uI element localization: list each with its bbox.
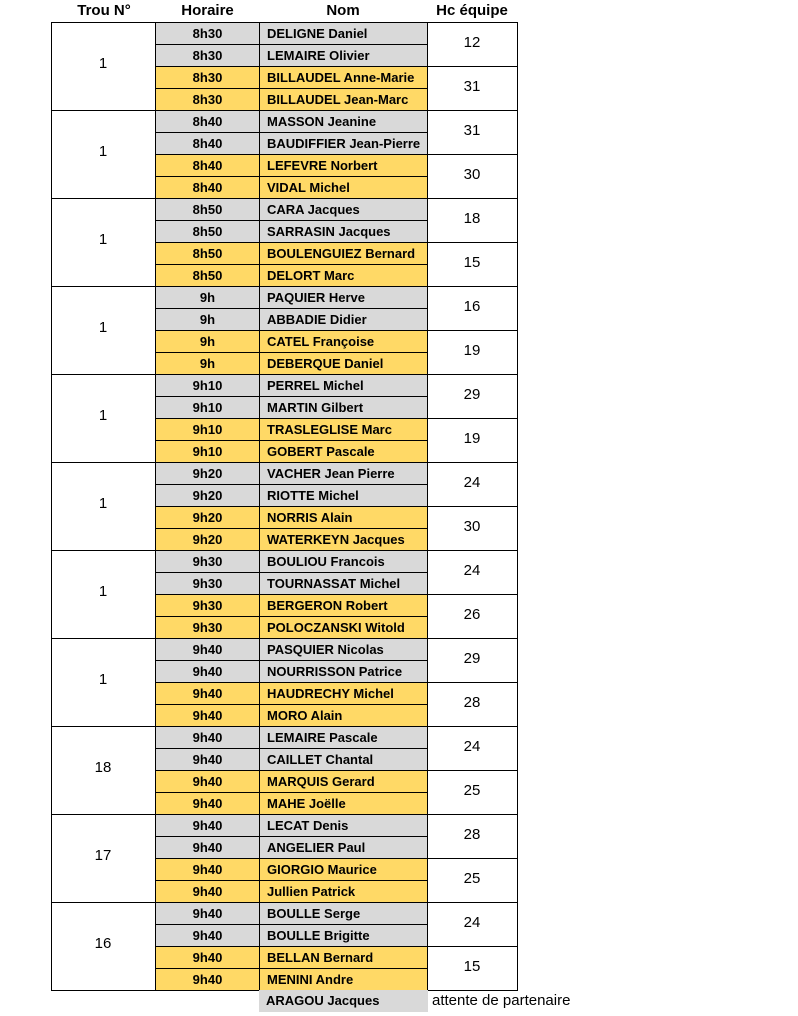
column-divider bbox=[259, 22, 260, 991]
team-handicap: 26 bbox=[463, 606, 481, 623]
row-divider bbox=[155, 572, 428, 573]
waiting-note: attente de partenaire bbox=[432, 992, 571, 1009]
team-divider bbox=[427, 770, 518, 771]
player-name: BOULLE Serge bbox=[260, 903, 427, 924]
tee-time: 9h40 bbox=[156, 683, 259, 704]
tee-time: 9h40 bbox=[156, 837, 259, 858]
hole-number: 1 bbox=[98, 319, 108, 336]
tee-time: 9h bbox=[156, 331, 259, 352]
row-divider bbox=[155, 132, 428, 133]
tee-time: 9h40 bbox=[156, 705, 259, 726]
team-handicap: 25 bbox=[463, 870, 481, 887]
player-name: NORRIS Alain bbox=[260, 507, 427, 528]
row-divider bbox=[155, 792, 428, 793]
tee-time: 9h bbox=[156, 287, 259, 308]
tee-time: 9h bbox=[156, 309, 259, 330]
row-divider bbox=[155, 836, 428, 837]
row-divider bbox=[155, 242, 428, 243]
tee-time: 9h30 bbox=[156, 595, 259, 616]
row-divider bbox=[155, 682, 428, 683]
row-divider bbox=[155, 220, 428, 221]
tee-time: 9h20 bbox=[156, 529, 259, 550]
team-divider bbox=[427, 638, 518, 639]
player-name: BELLAN Bernard bbox=[260, 947, 427, 968]
player-name: ANGELIER Paul bbox=[260, 837, 427, 858]
tee-time: 8h30 bbox=[156, 23, 259, 44]
tee-time: 8h30 bbox=[156, 67, 259, 88]
team-divider bbox=[427, 110, 518, 111]
hole-number: 16 bbox=[94, 935, 112, 952]
player-name: BAUDIFFIER Jean-Pierre bbox=[260, 133, 427, 154]
team-divider bbox=[427, 154, 518, 155]
team-handicap: 24 bbox=[463, 738, 481, 755]
row-divider bbox=[155, 264, 428, 265]
hole-number: 1 bbox=[98, 671, 108, 688]
team-handicap: 19 bbox=[463, 430, 481, 447]
row-divider bbox=[155, 110, 428, 111]
player-name: GIORGIO Maurice bbox=[260, 859, 427, 880]
tee-time: 9h40 bbox=[156, 749, 259, 770]
team-handicap: 31 bbox=[463, 122, 481, 139]
hc-header: Hc équipe bbox=[436, 2, 508, 19]
row-divider bbox=[155, 198, 428, 199]
row-divider bbox=[155, 748, 428, 749]
tee-time: 9h40 bbox=[156, 771, 259, 792]
hole-number: 1 bbox=[98, 55, 108, 72]
tee-time: 9h40 bbox=[156, 859, 259, 880]
tee-time: 8h50 bbox=[156, 265, 259, 286]
tee-time: 9h10 bbox=[156, 397, 259, 418]
tee-time: 8h50 bbox=[156, 221, 259, 242]
team-divider bbox=[427, 462, 518, 463]
team-handicap: 29 bbox=[463, 650, 481, 667]
column-divider bbox=[155, 22, 156, 991]
row-divider bbox=[155, 638, 428, 639]
team-divider bbox=[427, 506, 518, 507]
column-divider bbox=[51, 22, 52, 991]
player-name: RIOTTE Michel bbox=[260, 485, 427, 506]
player-name: MAHE Joëlle bbox=[260, 793, 427, 814]
player-name: BILLAUDEL Anne-Marie bbox=[260, 67, 427, 88]
team-divider bbox=[427, 814, 518, 815]
row-divider bbox=[155, 66, 428, 67]
row-divider bbox=[155, 660, 428, 661]
team-divider bbox=[427, 242, 518, 243]
player-name: DELORT Marc bbox=[260, 265, 427, 286]
team-handicap: 24 bbox=[463, 562, 481, 579]
player-name: MENINI Andre bbox=[260, 969, 427, 990]
player-name: CATEL Françoise bbox=[260, 331, 427, 352]
team-divider bbox=[427, 550, 518, 551]
column-divider bbox=[517, 22, 518, 991]
hole-number: 17 bbox=[94, 847, 112, 864]
tee-time: 8h40 bbox=[156, 133, 259, 154]
player-name: PERREL Michel bbox=[260, 375, 427, 396]
column-divider bbox=[427, 22, 428, 991]
row-divider bbox=[155, 946, 428, 947]
tee-time: 9h20 bbox=[156, 463, 259, 484]
row-divider bbox=[155, 704, 428, 705]
tee-time: 9h40 bbox=[156, 881, 259, 902]
group-divider bbox=[51, 462, 155, 463]
team-divider bbox=[427, 418, 518, 419]
row-divider bbox=[155, 462, 428, 463]
team-handicap: 28 bbox=[463, 694, 481, 711]
row-divider bbox=[155, 814, 428, 815]
group-divider bbox=[51, 286, 155, 287]
player-name: CARA Jacques bbox=[260, 199, 427, 220]
row-divider bbox=[155, 880, 428, 881]
row-divider bbox=[155, 902, 428, 903]
player-name: ABBADIE Didier bbox=[260, 309, 427, 330]
player-name: VIDAL Michel bbox=[260, 177, 427, 198]
row-divider bbox=[155, 506, 428, 507]
group-divider bbox=[51, 638, 155, 639]
name-header: Nom bbox=[326, 2, 360, 19]
player-name: PASQUIER Nicolas bbox=[260, 639, 427, 660]
row-divider bbox=[155, 528, 428, 529]
player-name: TOURNASSAT Michel bbox=[260, 573, 427, 594]
tee-time: 9h40 bbox=[156, 727, 259, 748]
row-divider bbox=[155, 858, 428, 859]
row-divider bbox=[155, 374, 428, 375]
group-divider bbox=[51, 902, 155, 903]
tee-time: 9h40 bbox=[156, 793, 259, 814]
player-name: MARTIN Gilbert bbox=[260, 397, 427, 418]
tee-time: 9h30 bbox=[156, 617, 259, 638]
tee-time: 9h40 bbox=[156, 947, 259, 968]
tee-time: 9h40 bbox=[156, 815, 259, 836]
player-name: BERGERON Robert bbox=[260, 595, 427, 616]
player-name: HAUDRECHY Michel bbox=[260, 683, 427, 704]
tee-time: 9h10 bbox=[156, 441, 259, 462]
tee-time: 9h40 bbox=[156, 903, 259, 924]
team-handicap: 30 bbox=[463, 518, 481, 535]
tee-time: 9h10 bbox=[156, 375, 259, 396]
tee-time: 9h40 bbox=[156, 639, 259, 660]
hole-header: Trou N° bbox=[77, 2, 131, 19]
tee-time: 9h40 bbox=[156, 969, 259, 990]
player-name: WATERKEYN Jacques bbox=[260, 529, 427, 550]
team-divider bbox=[427, 22, 518, 23]
team-handicap: 12 bbox=[463, 34, 481, 51]
row-divider bbox=[155, 594, 428, 595]
tee-time: 9h bbox=[156, 353, 259, 374]
group-divider bbox=[51, 374, 155, 375]
tee-time: 8h50 bbox=[156, 243, 259, 264]
team-divider bbox=[427, 726, 518, 727]
player-name: DELIGNE Daniel bbox=[260, 23, 427, 44]
team-handicap: 19 bbox=[463, 342, 481, 359]
team-handicap: 18 bbox=[463, 210, 481, 227]
waiting-name: ARAGOU Jacques bbox=[259, 990, 428, 1012]
group-divider bbox=[51, 814, 155, 815]
row-divider bbox=[155, 770, 428, 771]
team-handicap: 15 bbox=[463, 958, 481, 975]
team-divider bbox=[427, 66, 518, 67]
tee-time: 8h40 bbox=[156, 111, 259, 132]
team-handicap: 28 bbox=[463, 826, 481, 843]
group-divider bbox=[51, 22, 155, 23]
hole-number: 1 bbox=[98, 495, 108, 512]
player-name: LEMAIRE Olivier bbox=[260, 45, 427, 66]
row-divider bbox=[155, 286, 428, 287]
row-divider bbox=[155, 330, 428, 331]
tee-time: 9h30 bbox=[156, 551, 259, 572]
tee-time: 9h30 bbox=[156, 573, 259, 594]
row-divider bbox=[155, 968, 428, 969]
team-handicap: 31 bbox=[463, 78, 481, 95]
player-name: VACHER Jean Pierre bbox=[260, 463, 427, 484]
player-name: LECAT Denis bbox=[260, 815, 427, 836]
hole-number: 1 bbox=[98, 231, 108, 248]
player-name: LEMAIRE Pascale bbox=[260, 727, 427, 748]
team-divider bbox=[427, 330, 518, 331]
tee-time: 9h40 bbox=[156, 661, 259, 682]
row-divider bbox=[155, 308, 428, 309]
row-divider bbox=[155, 616, 428, 617]
team-handicap: 24 bbox=[463, 474, 481, 491]
row-divider bbox=[155, 396, 428, 397]
row-divider bbox=[155, 154, 428, 155]
group-divider bbox=[51, 198, 155, 199]
player-name: BOULIOU Francois bbox=[260, 551, 427, 572]
player-name: DEBERQUE Daniel bbox=[260, 353, 427, 374]
tee-time: 8h30 bbox=[156, 45, 259, 66]
player-name: Jullien Patrick bbox=[260, 881, 427, 902]
row-divider bbox=[155, 418, 428, 419]
team-handicap: 25 bbox=[463, 782, 481, 799]
tee-time: 8h30 bbox=[156, 89, 259, 110]
team-divider bbox=[427, 374, 518, 375]
tee-time: 8h40 bbox=[156, 155, 259, 176]
hole-number: 1 bbox=[98, 583, 108, 600]
tee-time: 9h20 bbox=[156, 485, 259, 506]
row-divider bbox=[155, 924, 428, 925]
group-divider bbox=[51, 726, 155, 727]
row-divider bbox=[155, 484, 428, 485]
row-divider bbox=[155, 176, 428, 177]
player-name: MASSON Jeanine bbox=[260, 111, 427, 132]
team-handicap: 24 bbox=[463, 914, 481, 931]
player-name: TRASLEGLISE Marc bbox=[260, 419, 427, 440]
team-divider bbox=[427, 902, 518, 903]
row-divider bbox=[155, 352, 428, 353]
row-divider bbox=[155, 44, 428, 45]
team-handicap: 29 bbox=[463, 386, 481, 403]
team-divider bbox=[427, 946, 518, 947]
player-name: MORO Alain bbox=[260, 705, 427, 726]
player-name: SARRASIN Jacques bbox=[260, 221, 427, 242]
row-divider bbox=[155, 22, 428, 23]
team-handicap: 15 bbox=[463, 254, 481, 271]
player-name: POLOCZANSKI Witold bbox=[260, 617, 427, 638]
group-divider bbox=[51, 550, 155, 551]
tee-time: 8h40 bbox=[156, 177, 259, 198]
hole-number: 1 bbox=[98, 143, 108, 160]
player-name: GOBERT Pascale bbox=[260, 441, 427, 462]
team-divider bbox=[427, 286, 518, 287]
team-handicap: 16 bbox=[463, 298, 481, 315]
team-divider bbox=[427, 198, 518, 199]
player-name: BOULLE Brigitte bbox=[260, 925, 427, 946]
player-name: BILLAUDEL Jean-Marc bbox=[260, 89, 427, 110]
team-divider bbox=[427, 858, 518, 859]
player-name: BOULENGUIEZ Bernard bbox=[260, 243, 427, 264]
player-name: CAILLET Chantal bbox=[260, 749, 427, 770]
row-divider bbox=[155, 550, 428, 551]
player-name: MARQUIS Gerard bbox=[260, 771, 427, 792]
player-name: NOURRISSON Patrice bbox=[260, 661, 427, 682]
team-handicap: 30 bbox=[463, 166, 481, 183]
player-name: LEFEVRE Norbert bbox=[260, 155, 427, 176]
player-name: PAQUIER Herve bbox=[260, 287, 427, 308]
tee-time: 9h40 bbox=[156, 925, 259, 946]
team-divider bbox=[427, 682, 518, 683]
time-header: Horaire bbox=[181, 2, 234, 19]
row-divider bbox=[155, 726, 428, 727]
hole-number: 1 bbox=[98, 407, 108, 424]
tee-time: 9h10 bbox=[156, 419, 259, 440]
group-divider bbox=[51, 110, 155, 111]
tee-time: 9h20 bbox=[156, 507, 259, 528]
hole-number: 18 bbox=[94, 759, 112, 776]
row-divider bbox=[155, 88, 428, 89]
tee-time: 8h50 bbox=[156, 199, 259, 220]
team-divider bbox=[427, 594, 518, 595]
row-divider bbox=[155, 440, 428, 441]
